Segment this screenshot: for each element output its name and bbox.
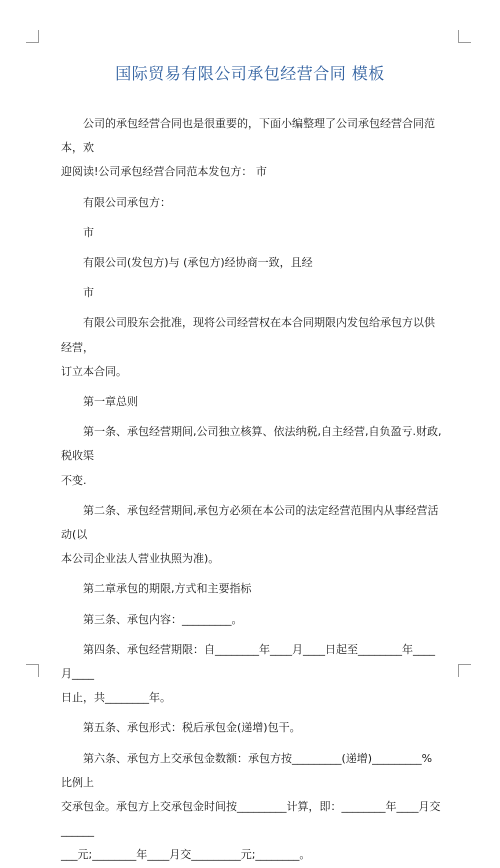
body-line: 第二章承包的期限,方式和主要指标 <box>83 582 252 596</box>
body-line: 交承包金。承包方上交承包金时间按_________计算，即：________年____月交______ <box>61 800 441 838</box>
body-line: 有限公司股东会批准，现将公司经营权在本合同期限内发包给承包方以供经营， <box>61 316 435 354</box>
body-line: 第一条、承包经营期间,公司独立核算、依法纳税,自主经营,自负盈亏.财政,税收渠 <box>61 425 442 463</box>
body-line: 有限公司(发包方)与 (承包方)经协商一致，且经 <box>83 256 313 270</box>
crop-mark-bottom-right <box>458 664 471 677</box>
body-line: 第二条、承包经营期间,承包方必须在本公司的法定经营范围内从事经营活动(以 <box>61 503 439 542</box>
document-body <box>61 112 443 868</box>
body-line: ___元;________年____月交_________元;________。 <box>61 848 311 862</box>
body-line: 迎阅读!公司承包经营合同范本发包方： 市 <box>61 165 267 179</box>
body-line: 订立本合同。 <box>61 364 127 378</box>
crop-mark-top-right <box>458 30 471 43</box>
body-line: 市 <box>83 286 94 300</box>
body-line: 第六条、承包方上交承包金数额：承包方按_________(递增)_________%比例上 <box>61 751 433 789</box>
body-line: 第一章总则 <box>83 395 138 409</box>
body-line: 有限公司承包方： <box>83 195 171 209</box>
document-title: 国际贸易有限公司承包经营合同 模板 <box>115 64 385 83</box>
body-line: 日止，共________年。 <box>61 691 171 705</box>
crop-mark-top-left <box>26 30 39 43</box>
body-line: 第三条、承包内容：_________。 <box>83 612 243 626</box>
body-line: 第四条、承包经营期限：自________年____月____日起至________年____月____ <box>61 642 435 681</box>
crop-mark-bottom-left <box>26 664 39 677</box>
body-line: 公司的承包经营合同也是很重要的，下面小编整理了公司承包经营合同范本，欢 <box>61 117 435 155</box>
body-line: 不变. <box>61 473 87 487</box>
body-line: 第五条、承包形式：税后承包金(递增)包干。 <box>83 721 301 735</box>
body-line: 本公司企业法人营业执照为准)。 <box>61 552 220 566</box>
body-line: 市 <box>83 225 94 239</box>
